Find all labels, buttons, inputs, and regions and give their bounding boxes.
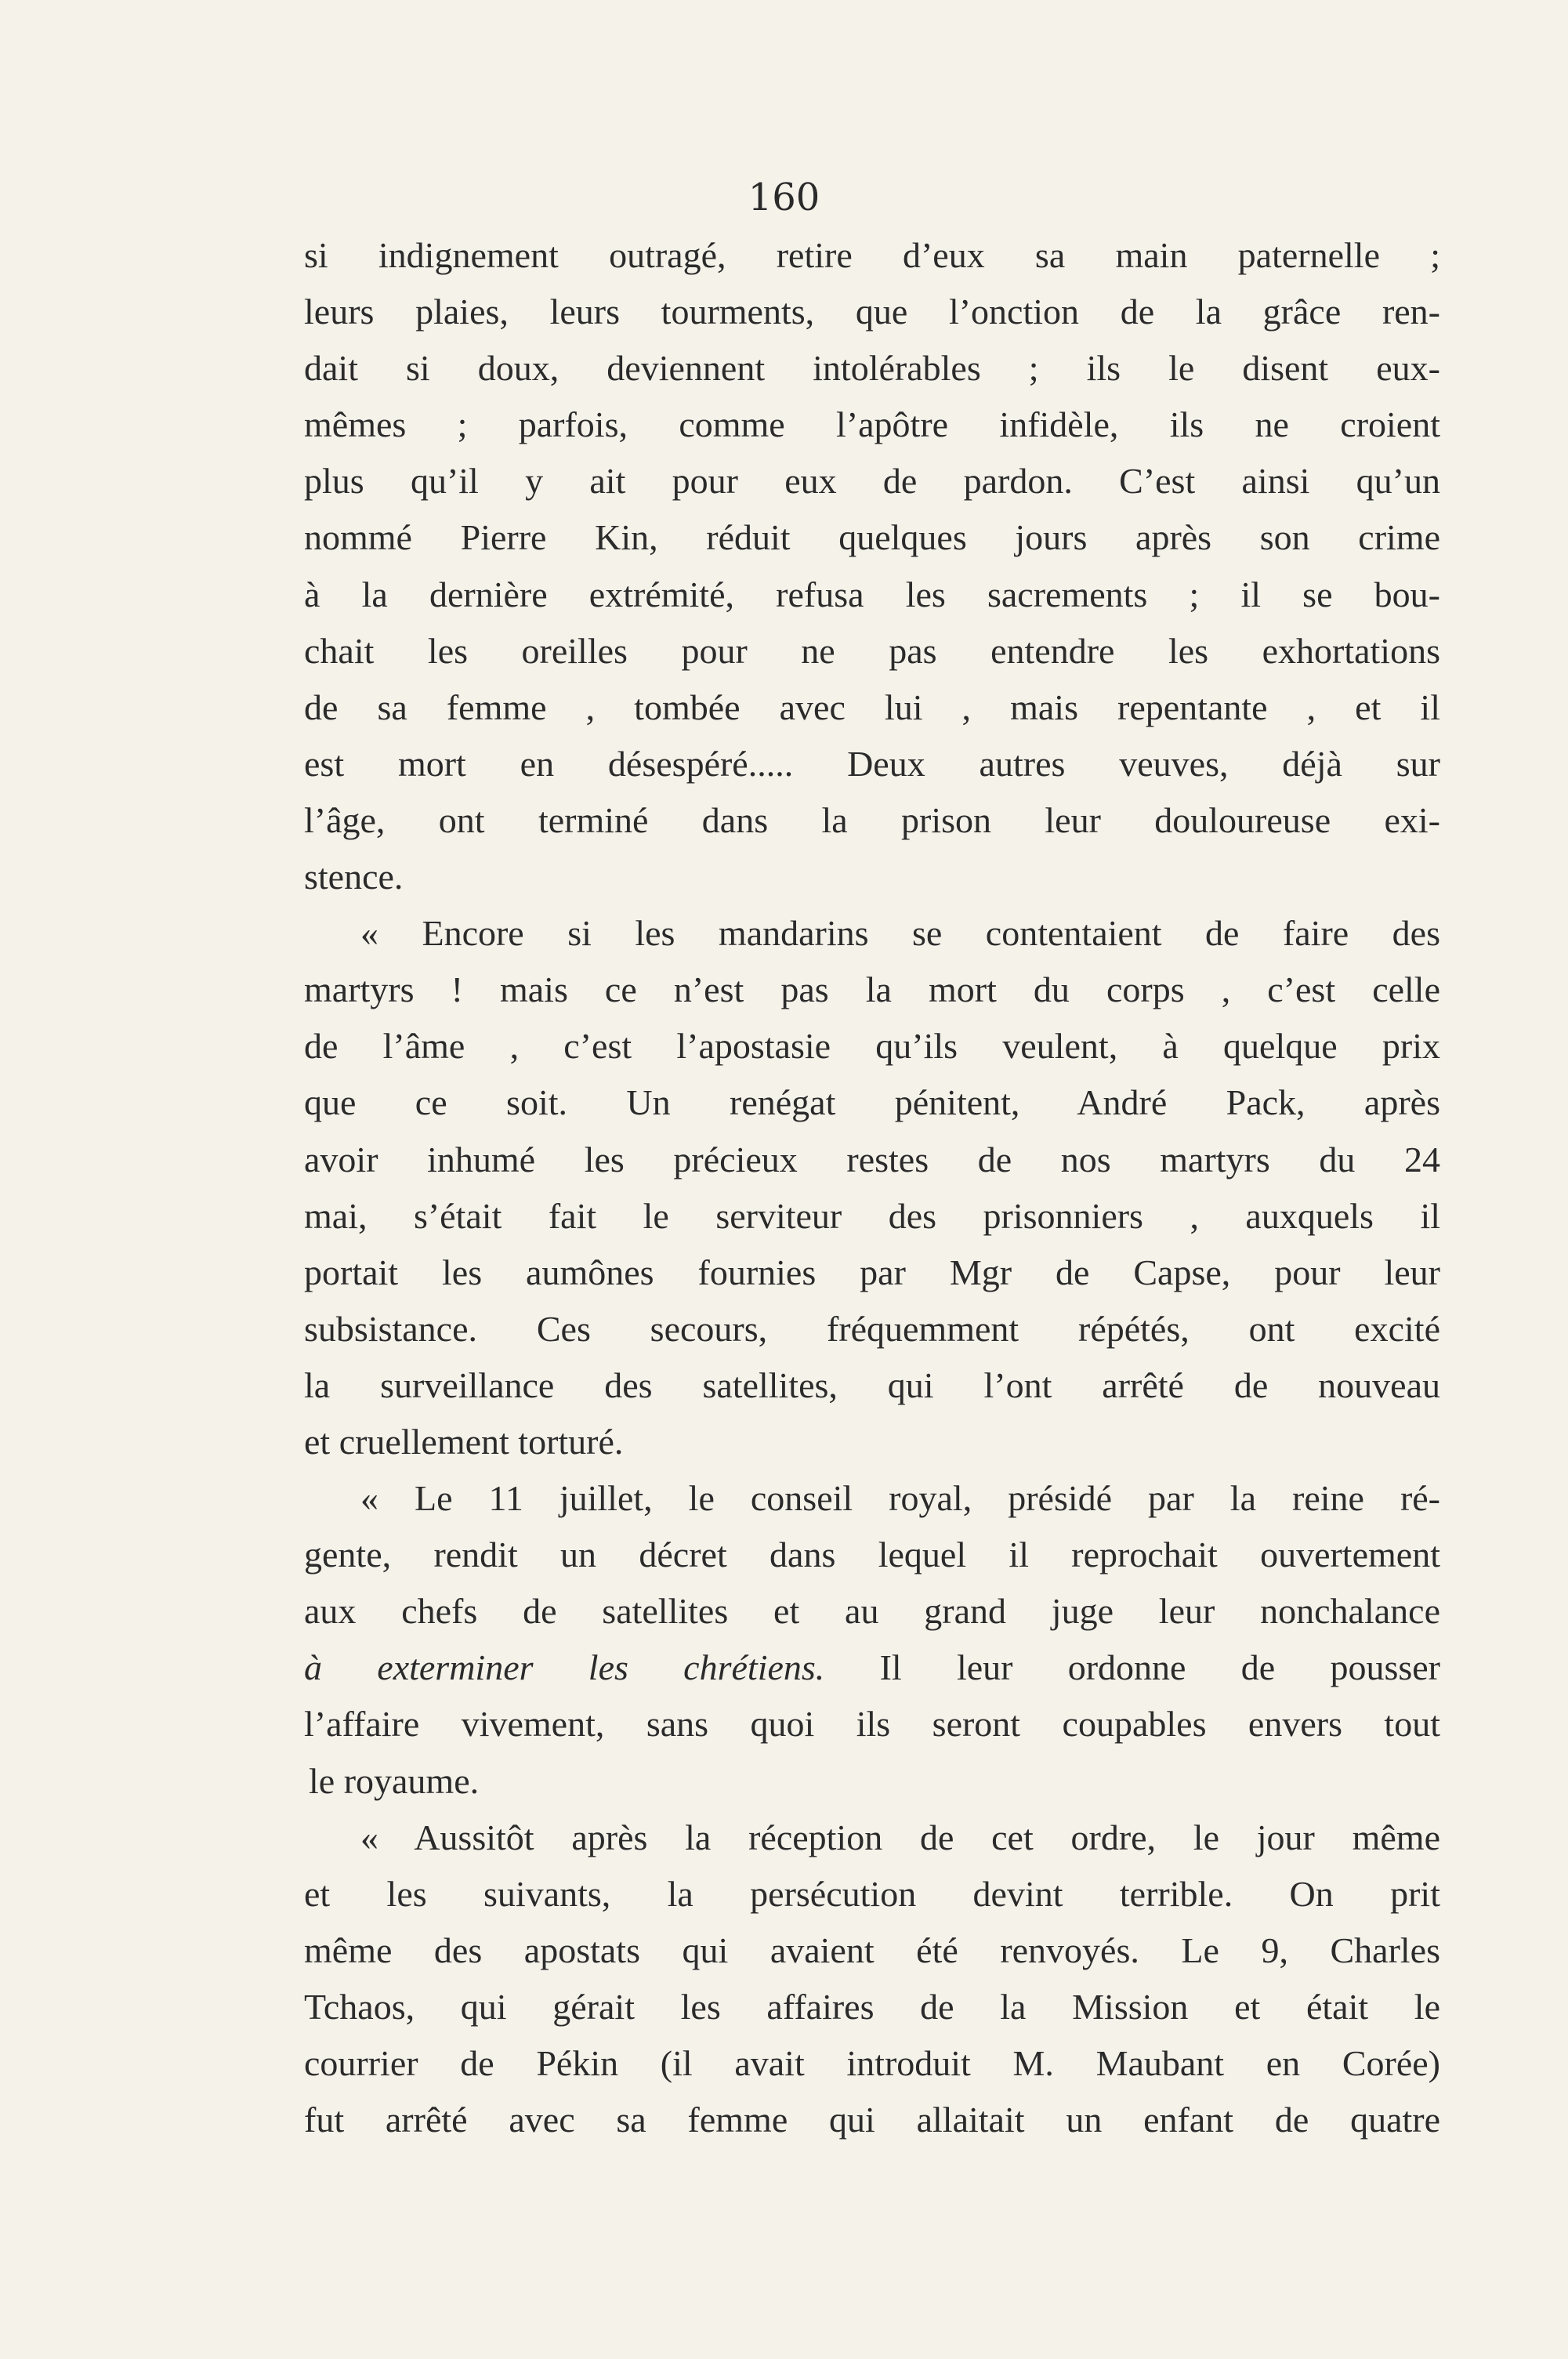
body-text <box>304 227 1440 2148</box>
text-line: même des apostats qui avaient été renvoyés. Le 9, Charles <box>304 1930 1440 1970</box>
text-line: « Encore si les mandarins se contentaient de faire des <box>360 913 1440 954</box>
text-line: mêmes ; parfois, comme l’apôtre infidèle, ils ne croient <box>304 404 1440 445</box>
italic-phrase: à exterminer les chrétiens. <box>304 1647 825 1688</box>
text-line: fut arrêté avec sa femme qui allaitait un enfant de quatre <box>304 2100 1440 2140</box>
text-line: que ce soit. Un renégat pénitent, André Pack, après <box>304 1082 1440 1123</box>
text-line: de l’âme , c’est l’apostasie qu’ils veulent, à quelque prix <box>304 1026 1440 1067</box>
text-line: si indignement outragé, retire d’eux sa main paternelle ; <box>304 235 1440 275</box>
text-line: est mort en désespéré..... Deux autres veuves, déjà sur <box>304 743 1440 784</box>
text-line: la surveillance des satellites, qui l’ont arrêté de nouveau <box>304 1364 1440 1405</box>
text-line: avoir inhumé les précieux restes de nos martyrs du 24 <box>304 1139 1440 1180</box>
text-line: l’âge, ont terminé dans la prison leur douloureuse exi- <box>304 799 1440 840</box>
text-line: et cruellement torturé. <box>304 1421 624 1462</box>
text-line: nommé Pierre Kin, réduit quelques jours après son crime <box>304 517 1440 558</box>
text-line: l’affaire vivement, sans quoi ils seront coupables envers tout <box>304 1704 1440 1745</box>
text-line: stence. <box>304 857 404 897</box>
text-line: gente, rendit un décret dans lequel il reprochait ouvertement <box>304 1535 1440 1575</box>
text-line: subsistance. Ces secours, fréquemment répétés, ont excité <box>304 1308 1440 1349</box>
text-line: chait les oreilles pour ne pas entendre les exhortations <box>304 630 1440 671</box>
text-line: aux chefs de satellites et au grand juge leur nonchalance <box>304 1591 1440 1632</box>
text-line: de sa femme , tombée avec lui , mais repentante , et il <box>304 687 1440 727</box>
text-line: martyrs ! mais ce n’est pas la mort du corps , c’est celle <box>304 969 1440 1010</box>
text-line: plus qu’il y ait pour eux de pardon. C’est ainsi qu’un <box>304 461 1440 502</box>
text-line: mai, s’était fait le serviteur des prisonniers , auxquels il <box>304 1195 1440 1236</box>
text-fragment: Il leur ordonne de pousser <box>824 1647 1440 1688</box>
text-line: Tchaos, qui gérait les affaires de la Mission et était le <box>304 1986 1440 2027</box>
text-line: le royaume. <box>309 1760 480 1801</box>
text-line-mixed <box>304 1640 1440 1696</box>
text-line: courrier de Pékin (il avait introduit M. Maubant en Corée) <box>304 2043 1440 2083</box>
text-line: et les suivants, la persécution devint terrible. On prit <box>304 1873 1440 1914</box>
page-number: 160 <box>748 176 820 219</box>
text-line: « Aussitôt après la réception de cet ordre, le jour même <box>360 1817 1440 1857</box>
text-line: dait si doux, deviennent intolérables ; ils le disent eux- <box>304 348 1440 389</box>
text-line: portait les aumônes fournies par Mgr de Capse, pour leur <box>304 1252 1440 1292</box>
text-line: « Le 11 juillet, le conseil royal, présidé par la reine ré- <box>360 1478 1440 1519</box>
text-line: à la dernière extrémité, refusa les sacrements ; il se bou- <box>304 574 1440 614</box>
text-line: leurs plaies, leurs tourments, que l’onction de la grâce ren- <box>304 292 1440 332</box>
